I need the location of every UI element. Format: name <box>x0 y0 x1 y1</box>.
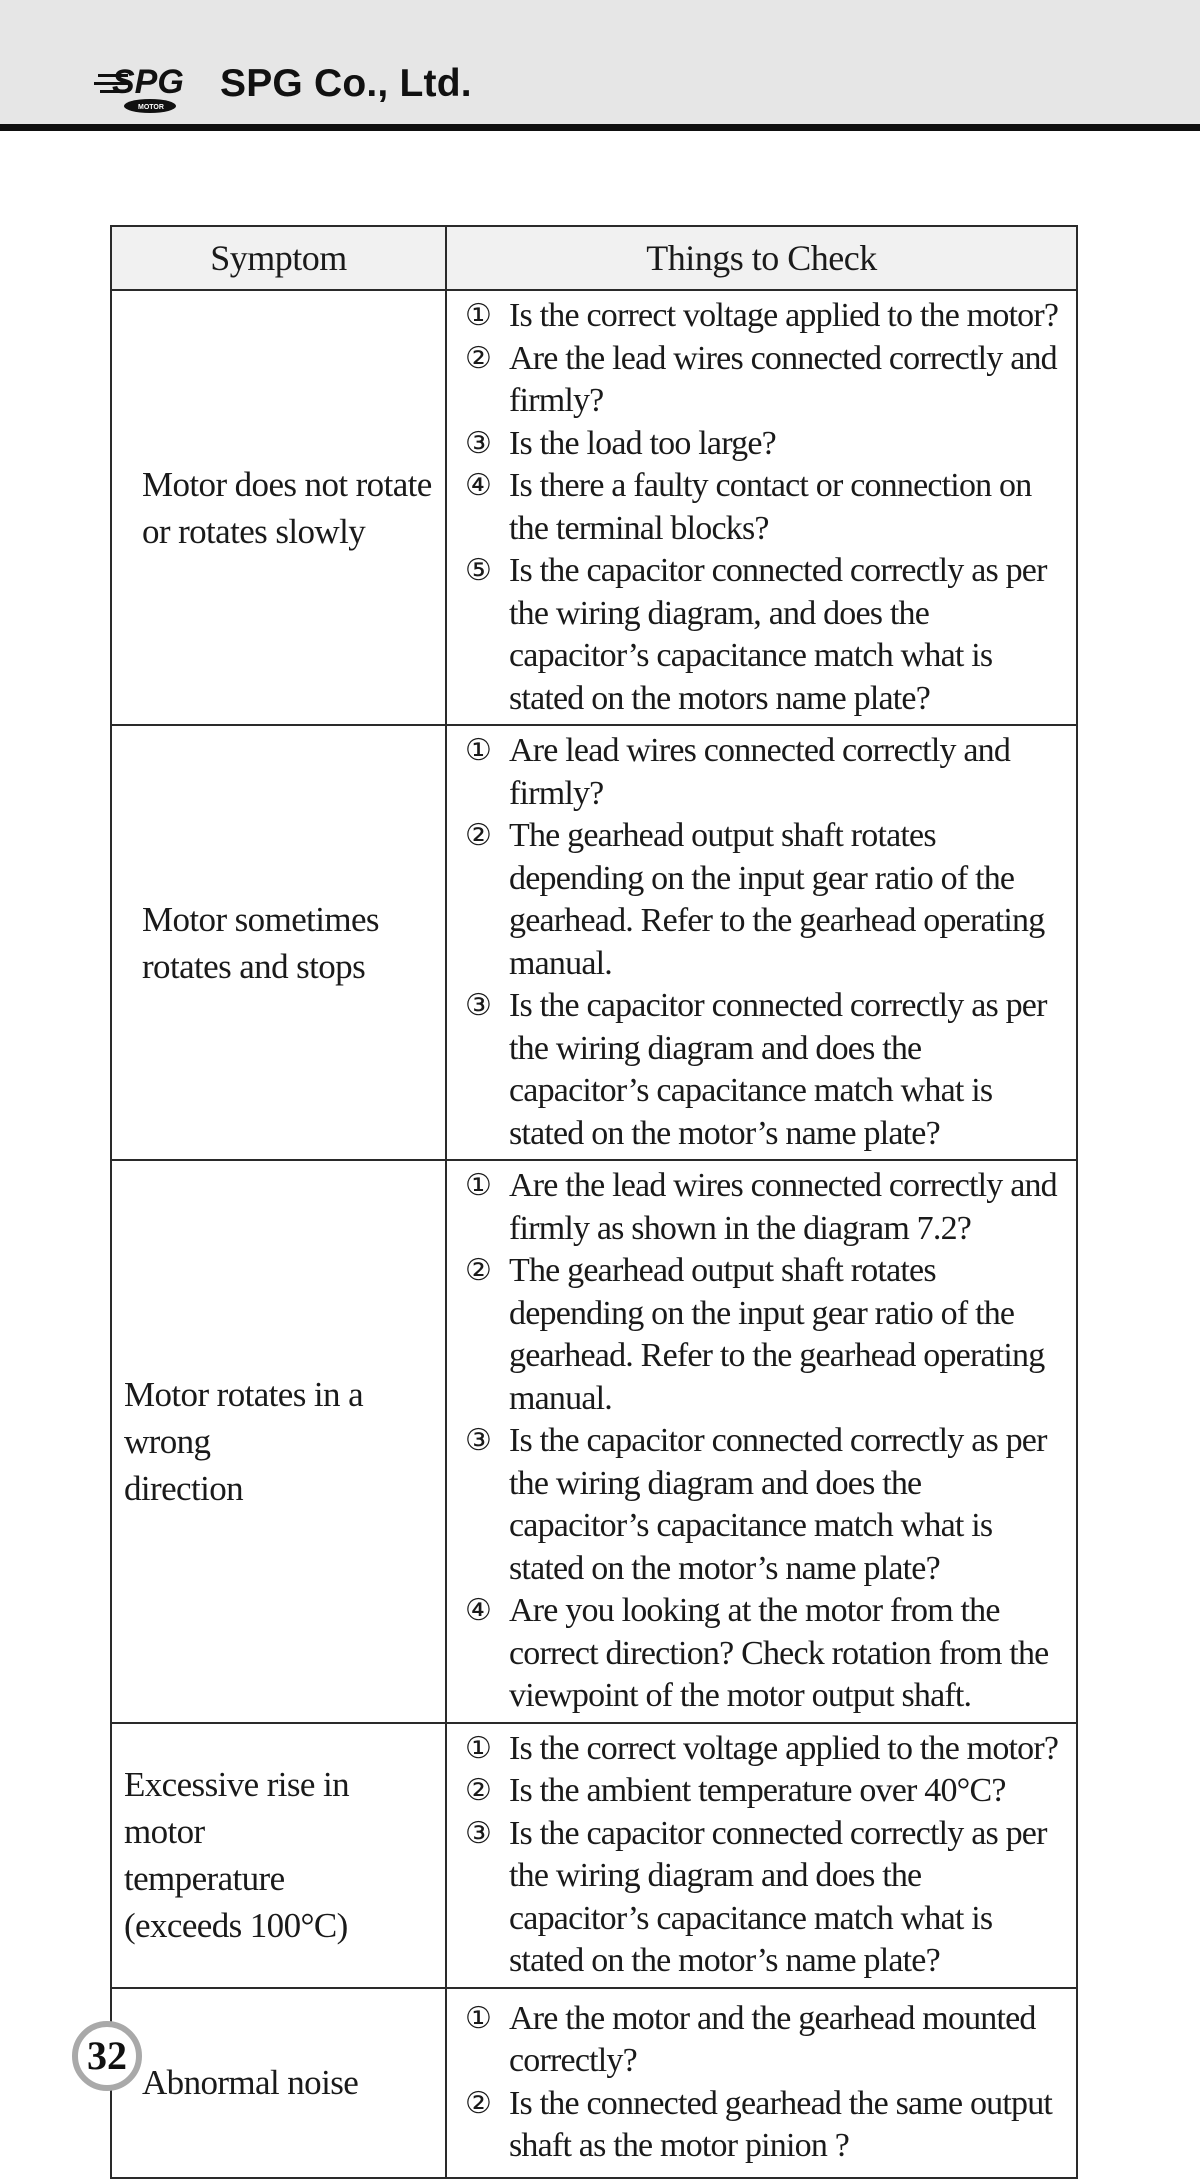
spg-logo-icon <box>94 60 200 114</box>
check-text: Is the correct voltage applied to the motor? <box>509 297 1059 334</box>
check-item <box>465 423 1066 466</box>
table-header-row <box>111 226 1077 290</box>
check-item <box>465 985 1066 1155</box>
item-number: ② <box>465 340 492 376</box>
table-row <box>111 290 1077 725</box>
item-number: ① <box>465 1730 492 1766</box>
checks-cell <box>446 290 1077 725</box>
check-text: Are lead wires connected correctly and firmly? <box>509 732 1011 812</box>
check-text: Is the capacitor connected correctly as per the wiring diagram and does the capacitor’s capacitance match what is stated on the motor’s name plate? <box>509 1814 1047 1979</box>
check-text: Is the connected gearhead the same output shaft as the motor pinion ? <box>509 2084 1053 2164</box>
check-text: Is the capacitor connected correctly as per the wiring diagram, and does the capacitor’s capacitance match what is stated on the motors name plate? <box>509 552 1047 717</box>
check-text: Are you looking at the motor from the correct direction? Check rotation from the viewpoint of the motor output shaft. <box>509 1592 1049 1714</box>
symptom-cell <box>111 1988 446 2178</box>
item-number: ① <box>465 1168 492 1203</box>
check-item <box>465 465 1066 550</box>
symptom-line: rotates and stops <box>142 946 366 986</box>
symptom-line: direction <box>124 1468 243 1508</box>
svg-text:MOTOR: MOTOR <box>138 104 164 111</box>
checks-cell <box>446 725 1077 1160</box>
item-number: ③ <box>465 988 492 1023</box>
check-item <box>465 550 1066 720</box>
check-list <box>465 1998 1066 2168</box>
item-number: ① <box>465 733 492 768</box>
check-text: Are the lead wires connected correctly and firmly as shown in the diagram 7.2? <box>509 1167 1057 1247</box>
symptom-line: Abnormal noise <box>142 2063 359 2102</box>
check-list <box>465 1728 1066 1983</box>
symptom-line: Motor rotates in a wrong <box>124 1374 364 1461</box>
checks-cell <box>446 1160 1077 1723</box>
check-text: Is the capacitor connected correctly as per the wiring diagram and does the capacitor’s capacitance match what is stated on the motor’s name plate? <box>509 1422 1047 1587</box>
column-header-symptom: Symptom <box>111 226 446 290</box>
symptom-cell <box>111 290 446 725</box>
item-number: ② <box>465 1773 492 1808</box>
symptom-line: (exceeds 100°C) <box>124 1906 348 1945</box>
company-name: SPG Co., Ltd. <box>220 62 472 105</box>
check-item <box>465 1420 1066 1590</box>
page-number-badge: 32 <box>72 2021 142 2091</box>
symptom-line: Motor sometimes <box>142 899 379 939</box>
table-row <box>111 1723 1077 1988</box>
check-text: Is the correct voltage applied to the motor? <box>509 1729 1059 1767</box>
page-header <box>0 0 1200 131</box>
item-number: ④ <box>465 468 492 503</box>
check-list <box>465 730 1066 1155</box>
symptom-cell <box>111 1160 446 1723</box>
svg-text:SPG: SPG <box>112 63 184 101</box>
symptom-line: or rotates slowly <box>142 511 366 551</box>
item-number: ④ <box>465 1593 492 1628</box>
check-text: Is the ambient temperature over 40°C? <box>509 1772 1006 1809</box>
check-item <box>465 1250 1066 1420</box>
symptom-cell <box>111 725 446 1160</box>
item-number: ③ <box>465 1423 492 1458</box>
check-text: Are the motor and the gearhead mounted correctly? <box>509 1999 1036 2079</box>
check-item <box>465 338 1066 423</box>
item-number: ① <box>465 2000 492 2036</box>
troubleshooting-table-container <box>110 225 1076 2179</box>
check-text: Is there a faulty contact or connection on the terminal blocks? <box>509 467 1032 547</box>
check-item <box>465 815 1066 985</box>
checks-cell <box>446 1988 1077 2178</box>
checks-cell <box>446 1723 1077 1988</box>
check-item <box>465 1770 1066 1813</box>
table-row <box>111 1988 1077 2178</box>
symptom-line: Motor does not rotate <box>142 464 432 504</box>
check-text: The gearhead output shaft rotates depending on the input gear ratio of the gearhead. Refer to the gearhead operating manual. <box>509 817 1045 982</box>
symptom-line: temperature <box>124 1859 285 1898</box>
item-number: ③ <box>465 425 492 461</box>
check-text: The gearhead output shaft rotates depending on the input gear ratio of the gearhead. Refer to the gearhead operating manual. <box>509 1252 1045 1417</box>
item-number: ② <box>465 1253 492 1288</box>
item-number: ② <box>465 2085 492 2121</box>
check-text: Is the load too large? <box>509 424 776 462</box>
table-row <box>111 725 1077 1160</box>
check-item <box>465 730 1066 815</box>
check-list <box>465 1165 1066 1718</box>
check-text: Is the capacitor connected correctly as per the wiring diagram and does the capacitor’s capacitance match what is stated on the motor’s name plate? <box>509 987 1047 1152</box>
item-number: ⑤ <box>465 553 492 588</box>
item-number: ③ <box>465 1815 492 1851</box>
symptom-cell <box>111 1723 446 1988</box>
check-item <box>465 1813 1066 1983</box>
check-item <box>465 1728 1066 1771</box>
check-item <box>465 1590 1066 1718</box>
table-row <box>111 1160 1077 1723</box>
check-item <box>465 1998 1066 2083</box>
troubleshooting-table <box>110 225 1078 2179</box>
item-number: ② <box>465 818 492 853</box>
symptom-line: Excessive rise in motor <box>124 1765 350 1851</box>
item-number: ① <box>465 298 492 333</box>
column-header-things-to-check: Things to Check <box>446 226 1077 290</box>
check-item <box>465 295 1066 338</box>
check-item <box>465 1165 1066 1250</box>
check-item <box>465 2083 1066 2168</box>
check-list <box>465 295 1066 720</box>
check-text: Are the lead wires connected correctly and firmly? <box>509 339 1057 419</box>
